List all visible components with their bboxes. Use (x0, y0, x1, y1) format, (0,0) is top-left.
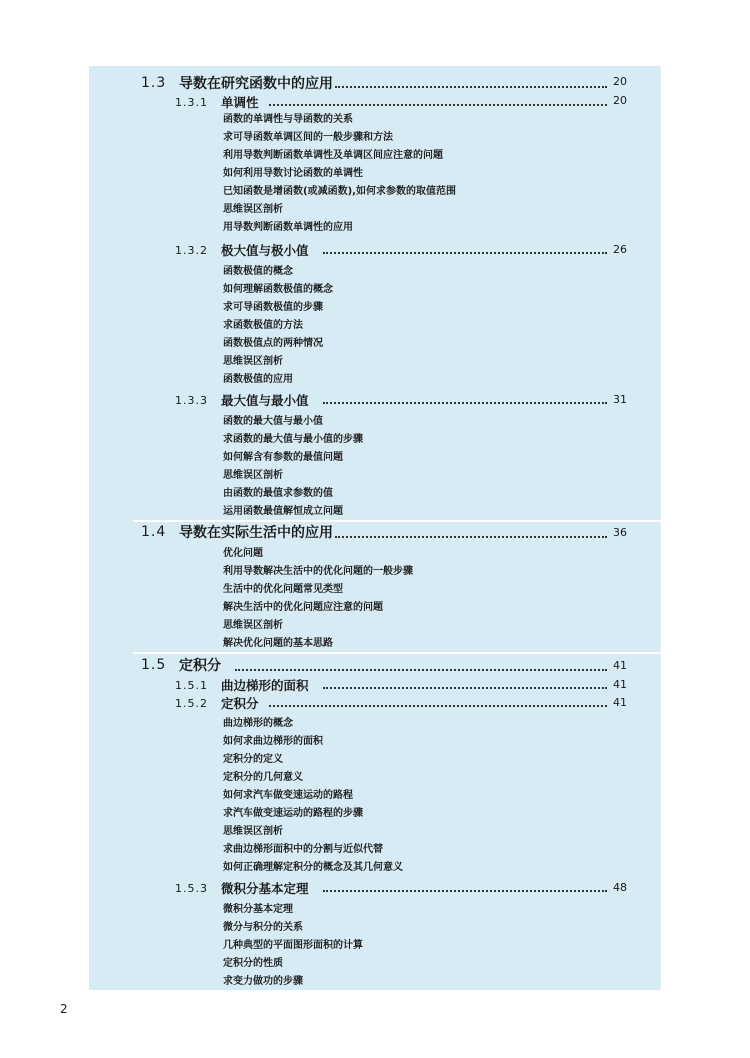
dot-leader (323, 252, 607, 254)
toc-item[interactable]: 微分与积分的关系 (223, 922, 303, 933)
toc-item[interactable]: 思维误区剖析 (223, 826, 283, 837)
toc-item[interactable]: 求函数极值的方法 (223, 320, 303, 331)
subsection-title: 定积分 (221, 696, 259, 711)
toc-item[interactable]: 函数极值点的两种情况 (223, 338, 323, 349)
toc-section-1-3[interactable] (141, 74, 333, 92)
toc-item[interactable]: 函数极值的应用 (223, 374, 293, 385)
dot-leader (323, 402, 607, 404)
section-number: 1.4 (141, 524, 167, 540)
toc-item[interactable]: 解决优化问题的基本思路 (223, 638, 333, 649)
toc-subsection-1-5-1[interactable] (175, 677, 309, 693)
toc-item[interactable]: 函数的单调性与导函数的关系 (223, 114, 353, 125)
toc-item[interactable]: 求汽车做变速运动的路程的步骤 (223, 808, 363, 819)
section-page: 36 (613, 526, 627, 539)
subsection-title: 极大值与极小值 (221, 243, 309, 258)
toc-item[interactable]: 几种典型的平面图形面积的计算 (223, 940, 363, 951)
subsection-page: 31 (613, 393, 627, 406)
subsection-page: 20 (613, 94, 627, 107)
toc-item[interactable]: 运用函数最值解恒成立问题 (223, 506, 343, 517)
page-number: 2 (60, 1002, 68, 1016)
toc-item[interactable]: 利用导数解决生活中的优化问题的一般步骤 (223, 566, 413, 577)
subsection-title: 最大值与最小值 (221, 393, 309, 408)
dot-leader (323, 687, 607, 689)
subsection-title: 曲边梯形的面积 (221, 678, 309, 693)
toc-item[interactable]: 微积分基本定理 (223, 904, 293, 915)
subsection-number: 1.3.3 (175, 393, 208, 407)
toc-item[interactable]: 用导数判断函数单调性的应用 (223, 222, 353, 233)
toc-item[interactable]: 如何正确理解定积分的概念及其几何意义 (223, 862, 403, 873)
subsection-number: 1.5.1 (175, 678, 208, 692)
toc-item[interactable]: 解决生活中的优化问题应注意的问题 (223, 602, 383, 613)
table-of-contents (89, 66, 661, 990)
subsection-page: 41 (613, 678, 627, 691)
toc-item[interactable]: 如何求汽车做变速运动的路程 (223, 790, 353, 801)
subsection-number: 1.5.2 (175, 696, 208, 710)
toc-item[interactable]: 求可导函数极值的步骤 (223, 302, 323, 313)
toc-item[interactable]: 如何利用导数讨论函数的单调性 (223, 168, 363, 179)
toc-item[interactable]: 定积分的定义 (223, 754, 283, 765)
subsection-title: 微积分基本定理 (221, 881, 309, 896)
subsection-number: 1.5.3 (175, 881, 208, 895)
toc-item[interactable]: 思维误区剖析 (223, 356, 283, 367)
toc-item[interactable]: 求变力做功的步骤 (223, 976, 303, 987)
section-title: 定积分 (179, 658, 221, 674)
dot-leader (269, 104, 607, 106)
dot-leader (335, 536, 607, 538)
toc-subsection-1-5-2[interactable] (175, 695, 259, 711)
toc-item[interactable]: 求曲边梯形面积中的分割与近似代替 (223, 844, 383, 855)
toc-subsection-1-3-2[interactable] (175, 242, 309, 258)
subsection-title: 单调性 (221, 95, 259, 110)
subsection-page: 26 (613, 243, 627, 256)
toc-item[interactable]: 思维误区剖析 (223, 470, 283, 481)
toc-subsection-1-3-1[interactable] (175, 94, 259, 110)
toc-item[interactable]: 函数极值的概念 (223, 266, 293, 277)
section-title: 导数在实际生活中的应用 (179, 525, 333, 541)
section-page: 41 (613, 659, 627, 672)
section-number: 1.3 (141, 75, 167, 91)
toc-item[interactable]: 生活中的优化问题常见类型 (223, 584, 343, 595)
section-title: 导数在研究函数中的应用 (179, 76, 333, 92)
toc-item[interactable]: 求函数的最大值与最小值的步骤 (223, 434, 363, 445)
toc-item[interactable]: 如何理解函数极值的概念 (223, 284, 333, 295)
toc-item[interactable]: 思维误区剖析 (223, 204, 283, 215)
toc-section-1-4[interactable] (141, 523, 333, 541)
section-divider (133, 652, 661, 654)
toc-item[interactable]: 曲边梯形的概念 (223, 718, 293, 729)
subsection-page: 41 (613, 696, 627, 709)
dot-leader (269, 705, 607, 707)
section-number: 1.5 (141, 657, 167, 673)
section-page: 20 (613, 75, 627, 88)
toc-subsection-1-5-3[interactable] (175, 880, 309, 896)
toc-item[interactable]: 求可导函数单调区间的一般步骤和方法 (223, 132, 393, 143)
toc-item[interactable]: 定积分的几何意义 (223, 772, 303, 783)
toc-item[interactable]: 定积分的性质 (223, 958, 283, 969)
dot-leader (235, 669, 607, 671)
subsection-number: 1.3.2 (175, 243, 208, 257)
dot-leader (335, 86, 607, 88)
dot-leader (323, 890, 607, 892)
toc-subsection-1-3-3[interactable] (175, 392, 309, 408)
toc-item[interactable]: 如何解含有参数的最值问题 (223, 452, 343, 463)
toc-item[interactable]: 如何求曲边梯形的面积 (223, 736, 323, 747)
toc-item[interactable]: 优化问题 (223, 548, 263, 559)
subsection-page: 48 (613, 881, 627, 894)
toc-section-1-5[interactable] (141, 656, 221, 674)
subsection-number: 1.3.1 (175, 95, 208, 109)
toc-item[interactable]: 已知函数是增函数(或减函数),如何求参数的取值范围 (223, 186, 456, 197)
toc-item[interactable]: 函数的最大值与最小值 (223, 416, 323, 427)
toc-item[interactable]: 思维误区剖析 (223, 620, 283, 631)
toc-item[interactable]: 由函数的最值求参数的值 (223, 488, 333, 499)
toc-item[interactable]: 利用导数判断函数单调性及单调区间应注意的问题 (223, 150, 443, 161)
